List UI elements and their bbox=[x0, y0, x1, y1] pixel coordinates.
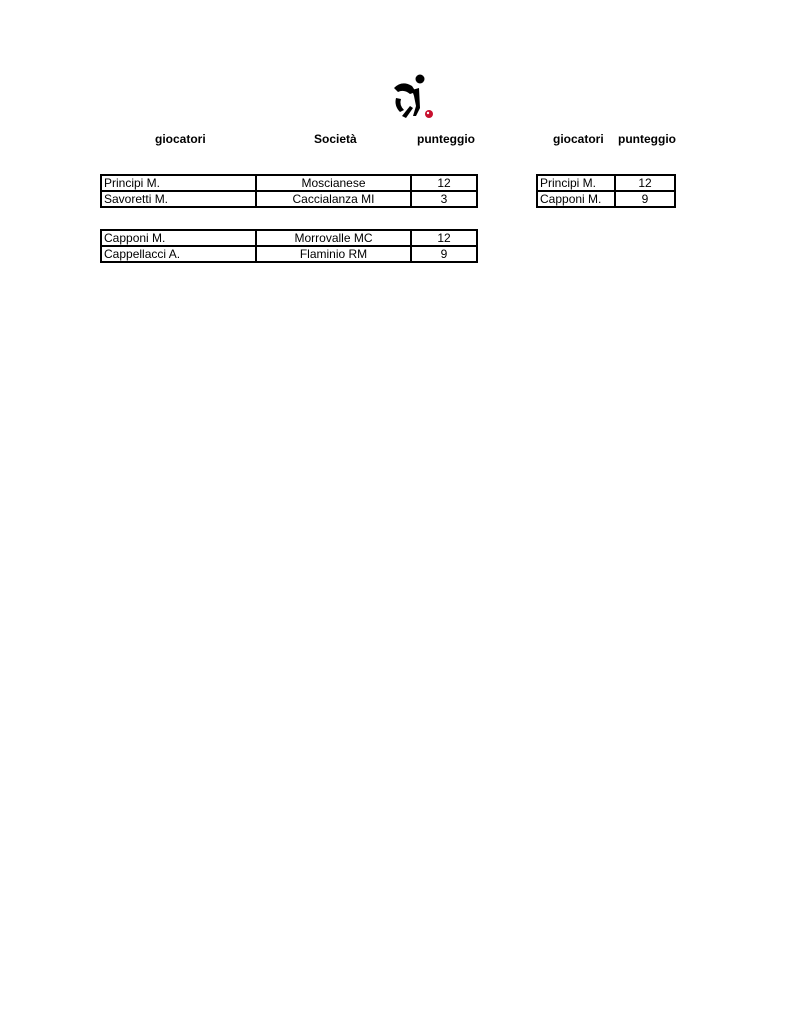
score-value: 12 bbox=[411, 175, 477, 191]
header-final-score: punteggio bbox=[618, 132, 676, 146]
player-name: Principi M. bbox=[537, 175, 615, 191]
player-name: Savoretti M. bbox=[101, 191, 256, 207]
header-club: Società bbox=[314, 132, 357, 146]
header-score: punteggio bbox=[417, 132, 475, 146]
score-value: 12 bbox=[615, 175, 675, 191]
bowls-player-logo-icon bbox=[386, 72, 438, 124]
score-value: 12 bbox=[411, 230, 477, 246]
header-final-players: giocatori bbox=[553, 132, 604, 146]
match-table-2 bbox=[100, 229, 478, 263]
header-players: giocatori bbox=[155, 132, 206, 146]
match-table-1 bbox=[100, 174, 478, 208]
table-row bbox=[101, 191, 477, 207]
table-row bbox=[537, 175, 675, 191]
table-row bbox=[537, 191, 675, 207]
table-row bbox=[101, 175, 477, 191]
player-name: Capponi M. bbox=[101, 230, 256, 246]
score-value: 9 bbox=[615, 191, 675, 207]
player-name: Cappellacci A. bbox=[101, 246, 256, 262]
final-table bbox=[536, 174, 676, 208]
club-name: Flaminio RM bbox=[256, 246, 411, 262]
table-row bbox=[101, 246, 477, 262]
club-name: Morrovalle MC bbox=[256, 230, 411, 246]
score-value: 3 bbox=[411, 191, 477, 207]
table-row bbox=[101, 230, 477, 246]
club-name: Caccialanza MI bbox=[256, 191, 411, 207]
club-name: Moscianese bbox=[256, 175, 411, 191]
player-name: Capponi M. bbox=[537, 191, 615, 207]
player-name: Principi M. bbox=[101, 175, 256, 191]
score-value: 9 bbox=[411, 246, 477, 262]
